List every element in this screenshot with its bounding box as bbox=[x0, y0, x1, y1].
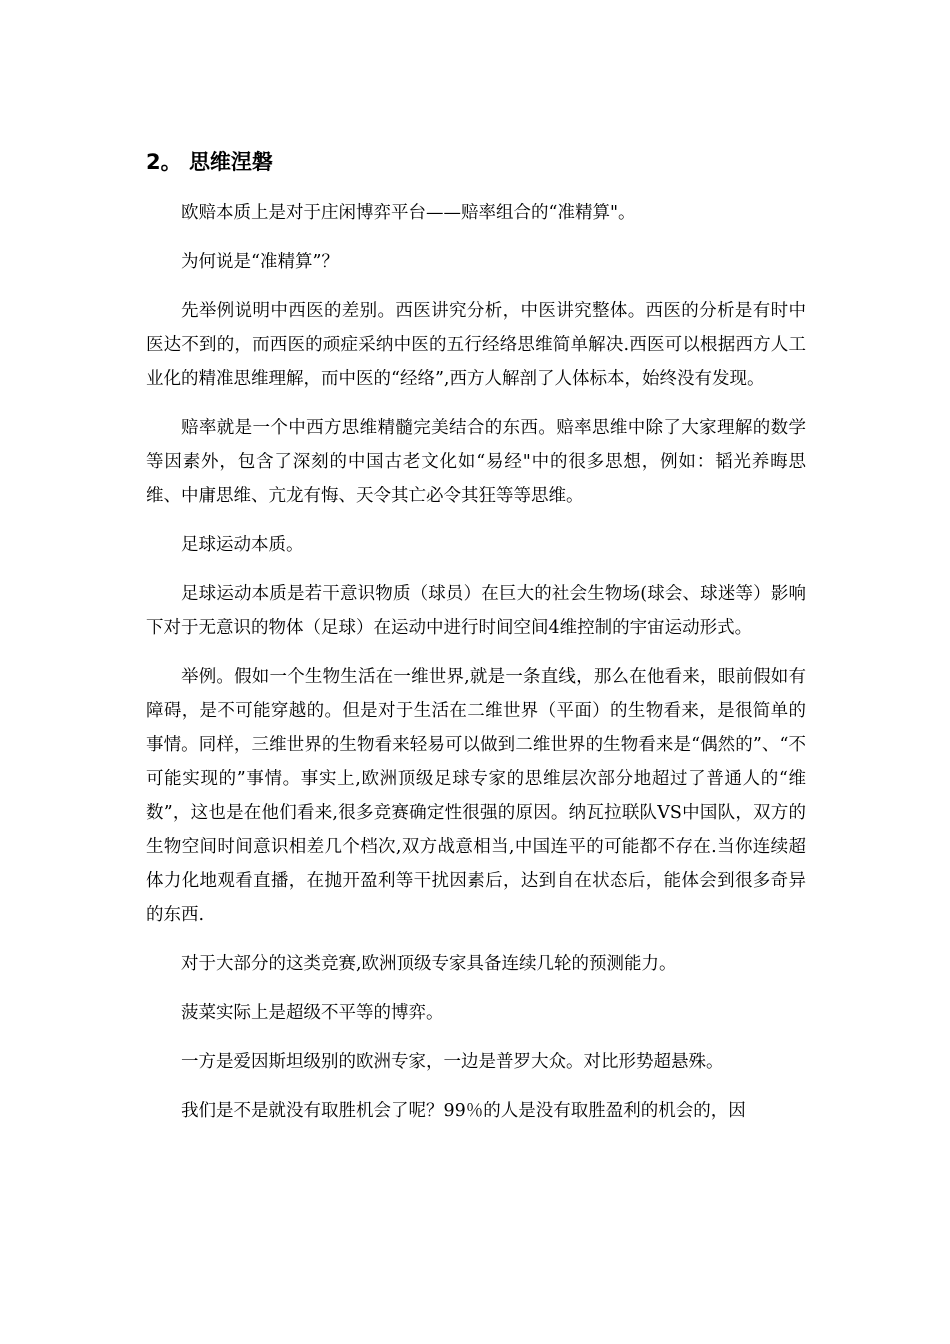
paragraph: 为何说是“准精算”？ bbox=[181, 252, 339, 272]
body-text bbox=[146, 196, 806, 1128]
section-title: 思维涅磐 bbox=[188, 150, 273, 174]
paragraph: 举例。假如一个生物生活在一维世界,就是一条直线，那么在他看来，眼前假如有障碍，是不可能穿越的。但是对于生活在二维世界（平面）的生物看来，是很简单的事情。同样，三维世界的生物看来轻易可以做到二维世界的生物看来是“偶然的”、“不可能实现的”事情。事实上,欧洲顶级足球专家的思维层次部分地超过了普通人的“维数”，这也是在他们看来,很多竞赛确定性很强的原因。纳瓦拉联队VS中国队，双方的生物空间时间意识相差几个档次,双方战意相当,中国连平的可能都不存在.当你连续超体力化地观看直播，在抛开盈利等干扰因素后，达到自在状态后，能体会到很多奇异的东西. bbox=[146, 667, 806, 925]
paragraph: 一方是爱因斯坦级别的欧洲专家，一边是普罗大众。对比形势超悬殊。 bbox=[181, 1052, 724, 1072]
paragraph: 我们是不是就没有取胜机会了呢？99％的人是没有取胜盈利的机会的，因 bbox=[181, 1101, 746, 1121]
paragraph: 欧赔本质上是对于庄闲博弈平台——赔率组合的“准精算"。 bbox=[181, 203, 636, 223]
paragraph: 先举例说明中西医的差别。西医讲究分析，中医讲究整体。西医的分析是有时中医达不到的，而西医的顽症采纳中医的五行经络思维简单解决.西医可以根据西方人工业化的精准思维理解，而中医的“经络”,西方人解剖了人体标本，始终没有发现。 bbox=[146, 301, 806, 389]
paragraph: 对于大部分的这类竞赛,欧洲顶级专家具备连续几轮的预测能力。 bbox=[181, 954, 677, 974]
section-heading bbox=[146, 148, 273, 176]
paragraph: 赔率就是一个中西方思维精髓完美结合的东西。赔率思维中除了大家理解的数学等因素外，包含了深刻的中国古老文化如“易经"中的很多思想，例如：韬光养晦思维、中庸思维、亢龙有悔、天令其亡必令其狂等等思维。 bbox=[146, 418, 806, 506]
section-number: 2。 bbox=[146, 150, 182, 174]
paragraph: 足球运动本质。 bbox=[181, 535, 304, 555]
paragraph: 菠菜实际上是超级不平等的博弈。 bbox=[181, 1003, 444, 1023]
paragraph: 足球运动本质是若干意识物质（球员）在巨大的社会生物场(球会、球迷等）影响下对于无意识的物体（足球）在运动中进行时间空间4维控制的宇宙运动形式。 bbox=[146, 584, 806, 638]
